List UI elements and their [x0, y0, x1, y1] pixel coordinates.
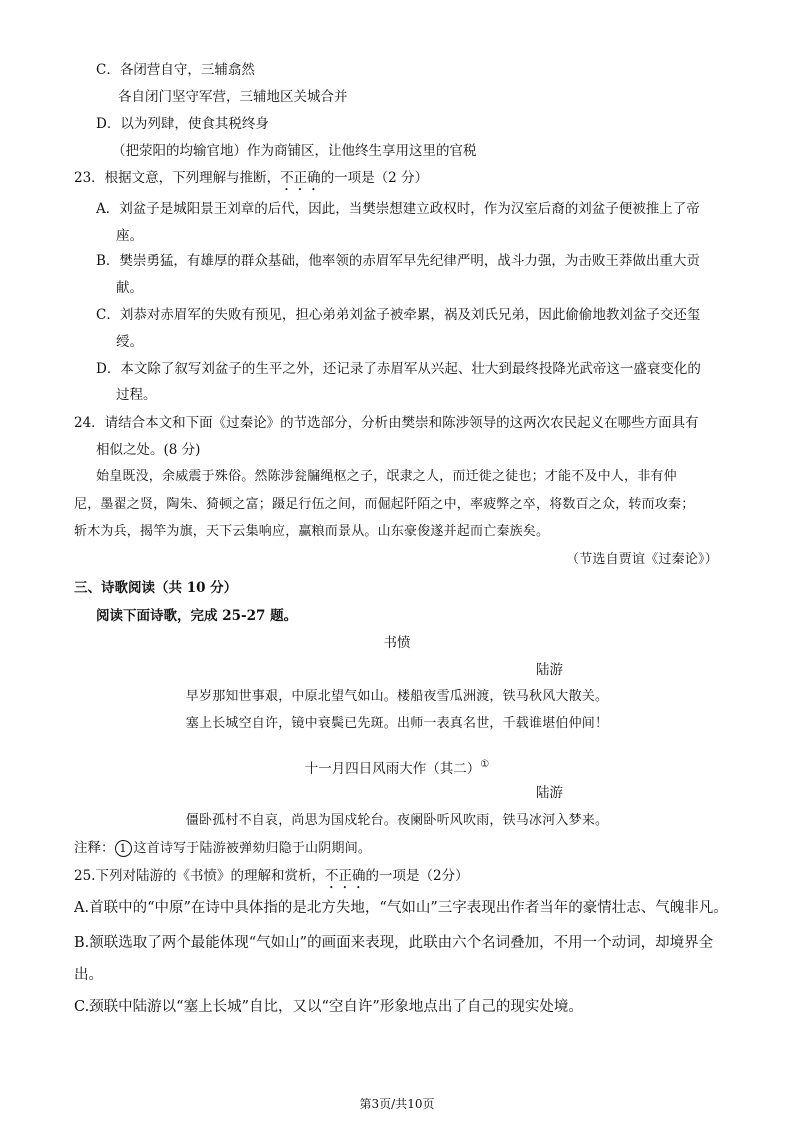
excerpt-line2: 尼，墨翟之贤，陶朱、猗顿之富；蹑足行伍之间，而倔起阡陌之中，率疲弊之卒，将数百之众，转而攻秦；	[74, 497, 695, 512]
poem2-title	[0, 756, 794, 778]
q23-option-a-line1: A．刘盆子是城阳景王刘章的后代，因此，当樊崇想建立政权时，作为汉室后裔的刘盆子便被推上了帝	[96, 201, 700, 217]
poem2-note-mark: ①	[480, 759, 490, 770]
option-d-label: D．以为列肆，使食其税终身	[96, 116, 269, 132]
excerpt-line3: 斩木为兵，揭竿为旗，天下云集响应，赢粮而景从。山东豪俊遂并起而亡秦族矣。	[74, 524, 550, 539]
q25-option-b-line2: 出。	[74, 967, 103, 983]
q23-option-b-line2: 献。	[116, 280, 143, 296]
annotation-text: 这首诗写于陆游被弹劾归隐于山阴期间。	[133, 841, 372, 856]
option-c-explanation: 各自闭门坚守军营，三辅地区关城合并	[118, 89, 348, 105]
annotation-label: 注释：	[74, 840, 115, 856]
poem1-line1: 早岁那知世事艰，中原北望气如山。楼船夜雪瓜洲渡，铁马秋风大散关。	[185, 689, 609, 704]
section-instruction: 阅读下面诗歌，完成 25-27 题。	[96, 608, 298, 624]
q25-option-c: C.颈联中陆游以“塞上长城”自比，又以“空自许”形象地点出了自己的现实处境。	[74, 999, 583, 1015]
q23-stem-text: 23．根据文意，下列理解与推断，	[74, 170, 281, 186]
q23-option-c-line2: 绶。	[116, 334, 143, 350]
q25-stem-text: 25.下列对陆游的《书愤》的理解和赏析，	[74, 868, 325, 884]
q23-option-a-line2: 座。	[116, 228, 143, 244]
page-footer: 第3页/共10页	[359, 1097, 435, 1111]
poem1-author: 陆游	[536, 662, 563, 678]
q23-option-c-line1: C．刘恭对赤眉军的失败有预见，担心弟弟刘盆子被牵累，祸及刘氏兄弟，因此偷偷地教刘盆子交还玺	[96, 307, 701, 323]
q23-option-d-line1: D．本文除了叙写刘盆子的生平之外，还记录了赤眉军从兴起、壮大到最终投降光武帝这一盛衰变化的	[96, 361, 701, 377]
q25-emphasis: 不正确	[324, 868, 366, 884]
poem2-line1: 僵卧孤村不自哀，尚思为国戍轮台。夜阑卧听风吹雨，铁马冰河入梦来。	[185, 813, 609, 828]
q25-option-b-line1: B.颔联选取了两个最能体现“气如山”的画面来表现，此联由六个名词叠加，不用一个动词，却境界全	[74, 935, 714, 951]
q23-stem-tail: 的一项是（2 分）	[320, 170, 429, 186]
poem1-line2: 塞上长城空自许，镜中衰鬓已先斑。出师一表真名世，千载谁堪伯仲间！	[185, 716, 609, 731]
section-heading: 三、诗歌阅读（共 10 分）	[74, 580, 238, 596]
excerpt-source: （节选自贾谊《过秦论》）	[566, 552, 718, 567]
option-c-label: C．各闭营自守，三辅翕然	[96, 62, 255, 78]
q25-option-a: A.首联中的“中原”在诗中具体指的是北方失地，“气如山”三字表现出作者当年的豪情壮志、气魄非凡。	[74, 900, 728, 916]
question-24-stem-line2: 相似之处。(8 分)	[96, 442, 201, 458]
q25-stem-tail: 的一项是（2分）	[365, 868, 469, 884]
poem2-title-text: 十一月四日风雨大作（其二）	[304, 761, 481, 777]
annotation	[74, 839, 371, 858]
excerpt-line1: 始皇既没，余威震于殊俗。然陈涉瓮牖绳枢之子，氓隶之人，而迁徙之徒也；才能不及中人，非有仲	[96, 469, 677, 484]
question-25-stem	[74, 867, 469, 892]
q23-option-b-line1: B．樊崇勇猛，有雄厚的群众基础，他率领的赤眉军早先纪律严明，战斗力强，为击败王莽做出重大贡	[96, 253, 700, 269]
q23-option-d-line2: 过程。	[116, 387, 157, 403]
option-d-explanation: （把荥阳的均输官地）作为商铺区，让他终生享用这里的官税	[112, 143, 477, 159]
question-24-stem-line1: 24．请结合本文和下面《过秦论》的节选部分，分析由樊崇和陈涉领导的这两次农民起义在哪些方面具有	[74, 415, 699, 431]
q23-emphasis: 不正确	[280, 170, 321, 186]
poem1-title: 书愤	[383, 635, 411, 651]
circled-one-icon: 1	[115, 840, 132, 857]
question-23-stem	[74, 169, 428, 194]
poem2-author: 陆游	[536, 785, 563, 801]
